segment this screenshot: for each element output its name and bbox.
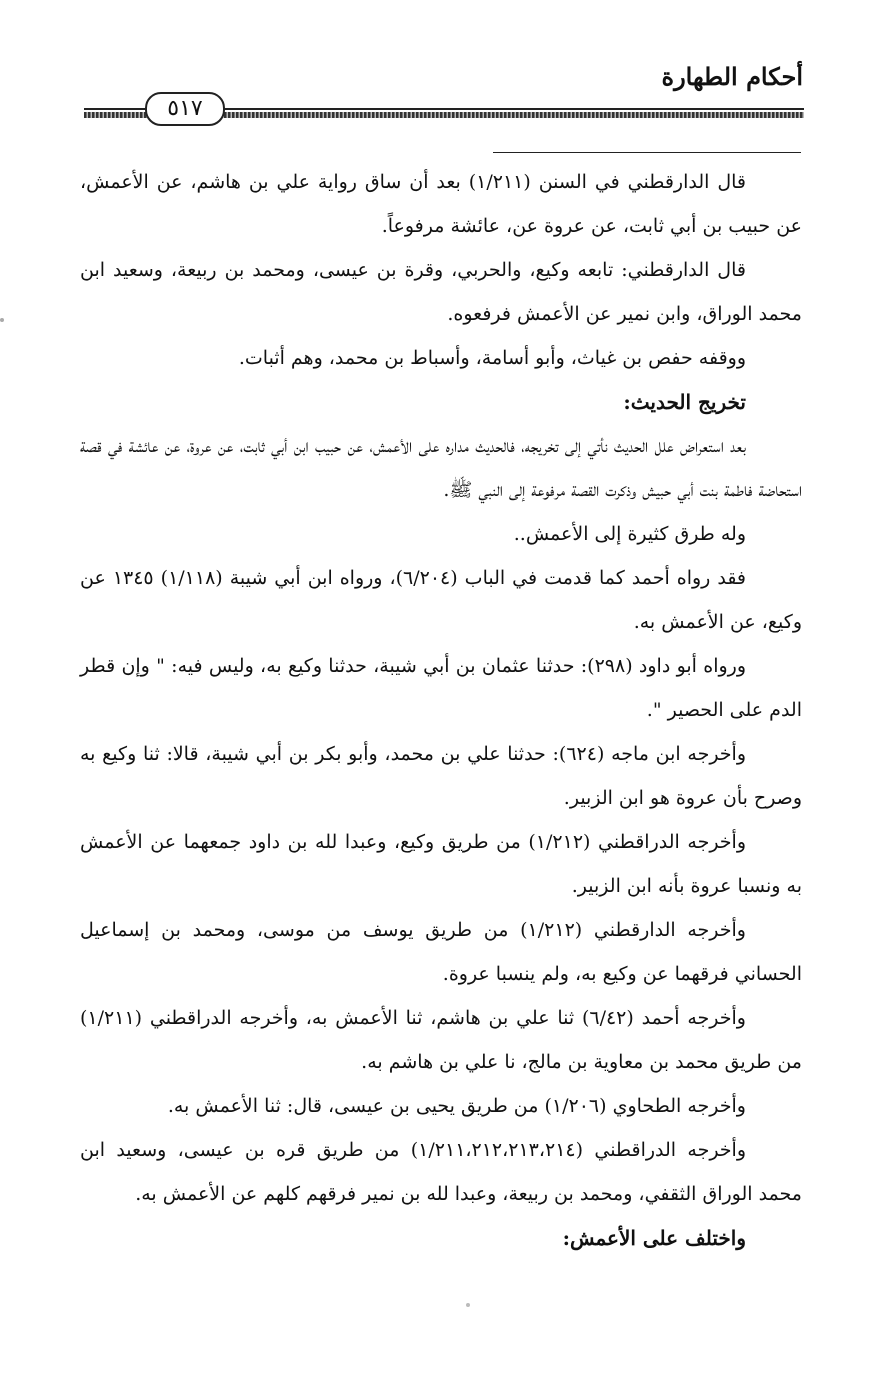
page-number: ٥١٧ (145, 92, 225, 126)
paragraph: ووقفه حفص بن غياث، وأبو أسامة، وأسباط بن محمد، وهم أثبات. (238, 347, 746, 369)
running-header-title: أحكام الطهارة (661, 62, 803, 91)
paragraph: وأخرجه ابن ماجه (٦٢٤): حدثنا علي بن محمد، وأبو بكر بن أبي شيبة، قالا: ثنا وكيع به وصرح بأن عروة هو ابن الزبير. (80, 743, 802, 809)
scan-speck (0, 318, 4, 322)
paragraph: وأخرجه الدراقطني (١/٢١١،٢١٢،٢١٣،٢١٤) من طريق قره بن عيسى، وسعيد ابن محمد الوراق الثقفي، ومحمد بن ربيعة، وعبدا لله بن نمير فرقهم كلهم عن الأعمش به. (80, 1139, 802, 1205)
paragraph: وأخرجه الدارقطني (١/٢١٢) من طريق يوسف من موسى، ومحمد بن إسماعيل الحساني فرقهما عن وكيع به، ولم ينسبا عروة. (80, 919, 802, 985)
paragraph: بعد استعراض علل الحديث نأتي إلى تخريجه، فالحديث مداره على الأعمش، عن حبيب ابن أبي ثابت، عن عروة، عن عائشة في قصة استحاضة فاطمة بنت أبي حبيش وذكرت القصة مرفوعة إلى النبي ﷺ. (80, 435, 802, 501)
paragraph: قال الدارقطني: تابعه وكيع، والحربي، وقرة بن عيسى، ومحمد بن ربيعة، وسعيد ابن محمد الوراق، وابن نمير عن الأعمش فرفعوه. (80, 259, 802, 325)
section-heading: واختلف على الأعمش: (562, 1226, 746, 1250)
paragraph: فقد رواه أحمد كما قدمت في الباب (٦/٢٠٤)، ورواه ابن أبي شيبة (١/١١٨) ١٣٤٥ عن وكيع، عن الأعمش به. (80, 567, 802, 633)
scan-speck (466, 1303, 470, 1307)
paragraph: وله طرق كثيرة إلى الأعمش.. (513, 523, 746, 545)
section-heading: تخريج الحديث: (623, 390, 746, 414)
paragraph: قال الدارقطني في السنن (١/٢١١) بعد أن ساق رواية علي بن هاشم، عن الأعمش، عن حبيب بن أبي ثابت، عن عروة عن، عائشة مرفوعاً. (80, 171, 802, 237)
paragraph: ورواه أبو داود (٢٩٨): حدثنا عثمان بن أبي شيبة، حدثنا وكيع به، وليس فيه: " وإن قطر الدم على الحصير ". (80, 655, 802, 721)
section-rule (493, 152, 801, 153)
paragraph: وأخرجه الطحاوي (١/٢٠٦) من طريق يحيى بن عيسى، قال: ثنا الأعمش به. (167, 1095, 746, 1117)
body-text (80, 160, 802, 1260)
paragraph: وأخرجه الدراقطني (١/٢١٢) من طريق وكيع، وعبدا لله بن داود جمعهما عن الأعمش به ونسبا عروة بأنه ابن الزبير. (80, 831, 802, 897)
paragraph: وأخرجه أحمد (٦/٤٢) ثنا علي بن هاشم، ثنا الأعمش به، وأخرجه الدراقطني (١/٢١١) من طريق محمد بن معاوية بن مالج، نا علي بن هاشم به. (80, 1007, 802, 1073)
